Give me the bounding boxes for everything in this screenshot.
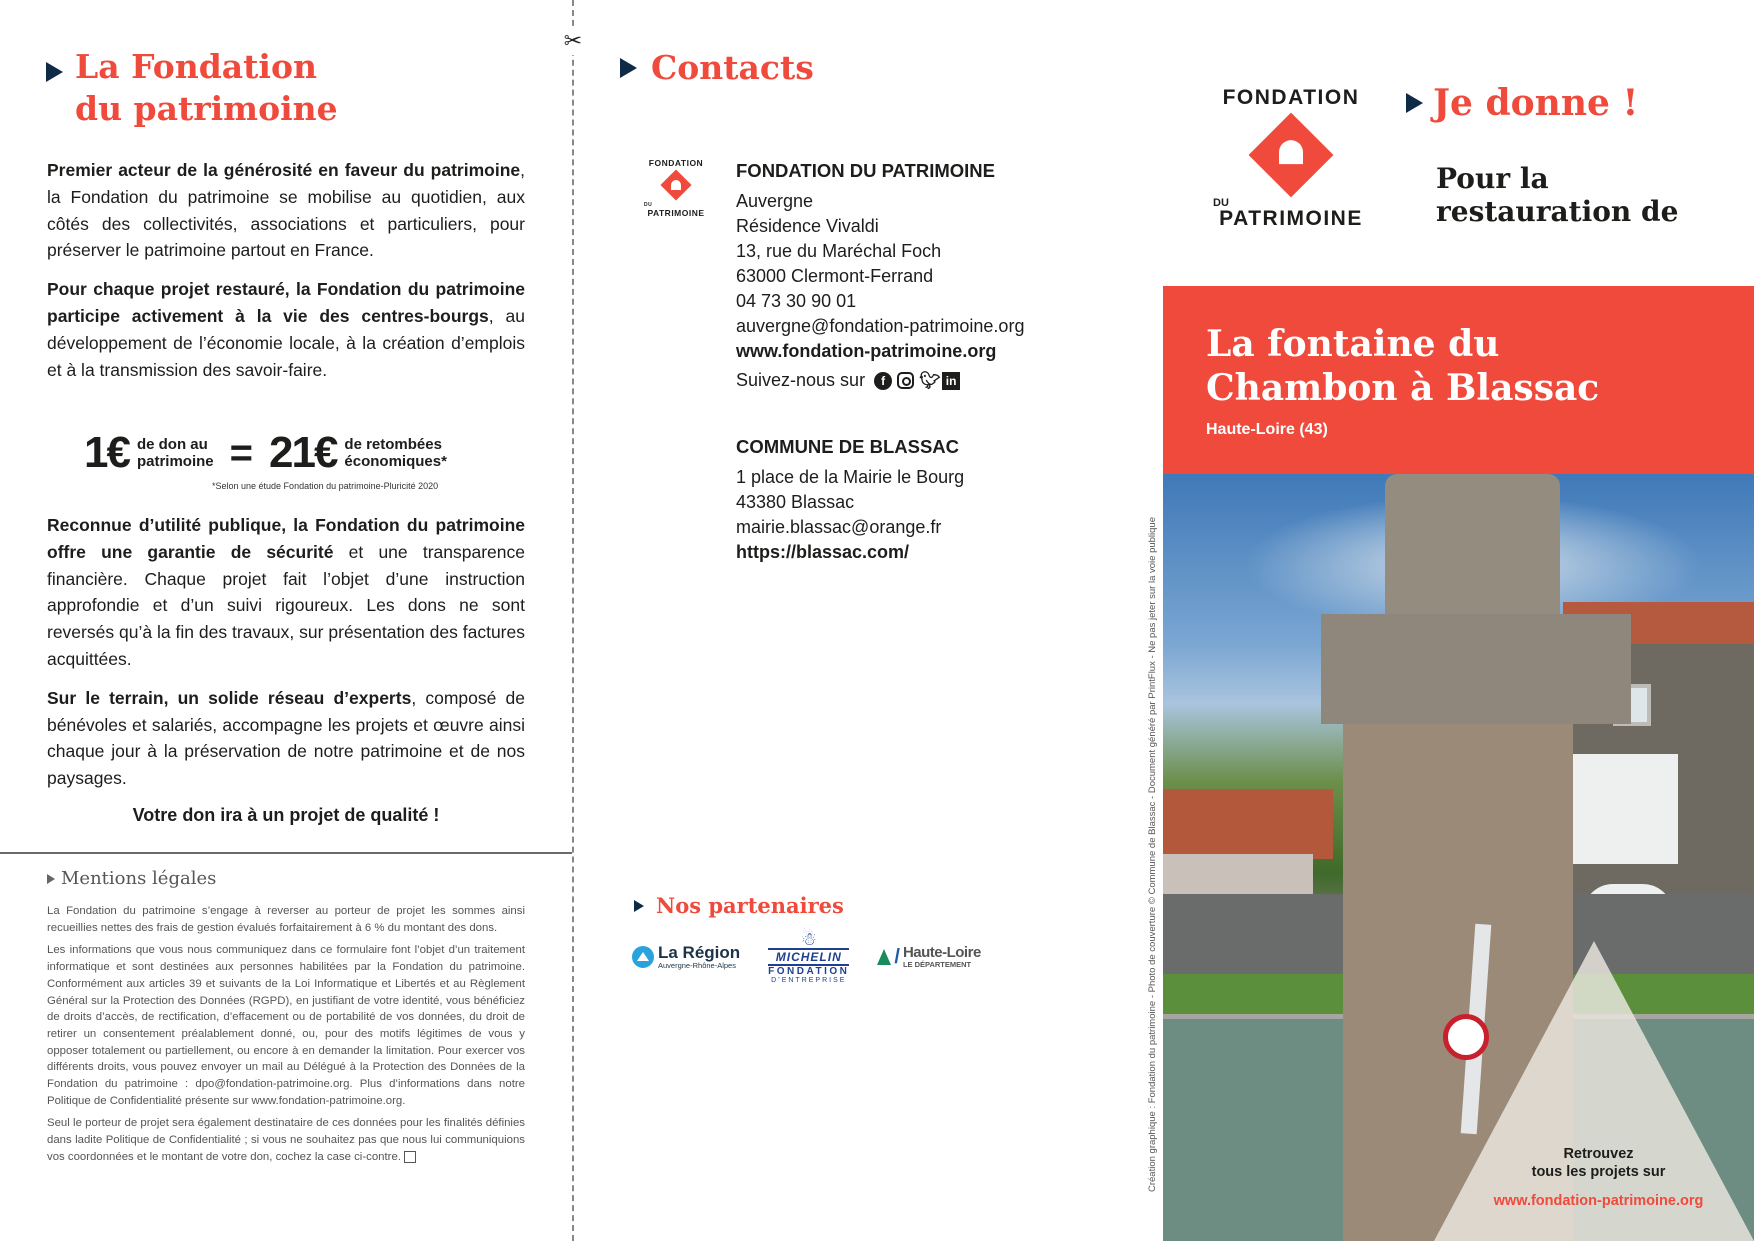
restoration-intro: [1436, 162, 1678, 228]
instagram-icon[interactable]: [897, 372, 914, 389]
contacts-title-text: Contacts: [651, 48, 814, 87]
quality-statement: Votre don ira à un projet de qualité !: [132, 805, 440, 825]
contact-website-link[interactable]: https://blassac.com/: [736, 542, 910, 562]
stat-left-value: 1€: [84, 428, 129, 477]
project-banner: [1163, 286, 1754, 474]
cta-website-link[interactable]: www.fondation-patrimoine.org: [1493, 1193, 1704, 1209]
partner-haute-loire-logo: [877, 943, 981, 969]
text: , au développement de l’économie locale, à la création d’emplois et à la transmission des savoir-faire.: [47, 305, 525, 380]
title-line: Chambon à Blassac: [1206, 367, 1600, 409]
panel-contacts: [574, 0, 1164, 1241]
partners-title-text: Nos partenaires: [656, 893, 844, 918]
project-location: Haute-Loire (43): [1206, 421, 1328, 438]
text: , la Fondation du patrimoine se mobilise au quotidien, aux côtés des collectivités, associations et particuliers, pour préserver le patrimoine partout en France.: [47, 160, 525, 261]
diamond-logo-icon: [1249, 113, 1334, 198]
donate-heading: [1406, 82, 1638, 124]
title-line: La fontaine du: [1206, 323, 1500, 365]
text: Seul le porteur de projet sera également destinataire de ces données pour les finalités définies dans ladite Politique de Confidentialité ; si vous ne souhaitez pas que nous lui communiquions vos coordonnées et le montant de votre don, cochez la case ci-contre.: [47, 1117, 525, 1163]
economic-impact-stat: [84, 428, 447, 478]
section-title-contacts: [620, 48, 814, 87]
twitter-icon[interactable]: 🐦︎: [919, 371, 941, 391]
cta-line: tous les projets sur: [1531, 1164, 1666, 1180]
contact-city: 43380 Blassac: [736, 492, 855, 512]
photo-pillar-top: [1385, 474, 1560, 614]
contact-email-link[interactable]: mairie.blassac@orange.fr: [736, 517, 942, 537]
triangle-bullet-icon: [47, 874, 55, 884]
diamond-logo-icon: [660, 169, 691, 200]
paragraph-utilite-publique: [47, 512, 525, 673]
michelin-bibendum-icon: ☃: [800, 929, 817, 949]
fondation-mini-logo: [644, 158, 708, 218]
partner-name: MICHELIN: [768, 948, 849, 966]
mentions-legales-text: [47, 903, 525, 1172]
stat-right-value: 21€: [269, 428, 337, 477]
project-title: [1206, 322, 1599, 410]
logo-text: DU: [644, 202, 653, 208]
intro-paragraphs: [47, 157, 525, 395]
cta-line: Retrouvez: [1563, 1146, 1634, 1162]
bold-text: Sur le terrain, un solide réseau d’experts: [47, 687, 412, 708]
partner-michelin-logo: [768, 930, 849, 984]
triangle-bullet-icon: [620, 58, 637, 78]
photo-roof: [1163, 789, 1333, 859]
contact-heading: FONDATION DU PATRIMOINE: [736, 160, 995, 181]
photo-pillar-cap: [1321, 614, 1631, 724]
mentions-paragraph: La Fondation du patrimoine s’engage à reverser au porteur de projet les sommes ainsi recueillies nettes des frais de gestion évalués forfaitairement à 6 % du montant des dons.: [47, 905, 525, 934]
bold-text: Pour chaque projet restauré, la Fondation du patrimoine participe activement à la vie des centres-bourgs: [47, 279, 525, 326]
slash-mark: /: [894, 945, 900, 968]
label-line: de retombées: [344, 436, 442, 453]
intro-line: Pour la: [1436, 162, 1549, 195]
section-title-fondation: [46, 46, 338, 130]
follow-label: Suivez-nous sur: [736, 370, 866, 390]
contact-address-line: 13, rue du Maréchal Foch: [736, 241, 942, 261]
facebook-icon[interactable]: f: [874, 372, 892, 390]
mountain-icon: [877, 949, 891, 965]
logo-text: PATRIMOINE: [1219, 207, 1363, 230]
stat-footnote: *Selon une étude Fondation du patrimoine-Pluricité 2020: [212, 481, 439, 491]
contact-address-line: 1 place de la Mairie le Bourg: [736, 467, 965, 487]
contact-address-line: Résidence Vivaldi: [736, 216, 879, 236]
paragraph-centres-bourgs: [47, 276, 525, 383]
contact-commune: [736, 434, 964, 565]
label-line: économiques*: [344, 453, 447, 470]
triangle-bullet-icon: [1406, 93, 1423, 113]
partner-logos: [632, 930, 981, 984]
mentions-legales-title: [47, 868, 216, 889]
mentions-paragraph: Les informations que vous nous communiquez dans ce formulaire font l’objet d’un traitement informatique et sont destinées aux personnes habilitées par la Fondation du patrimoine. Conformément aux articles 39 et suivants de la Loi Informatique et Libertés et au Règlement Général sur la Protection des Données (RGPD), en justifiant de votre identité, vous bénéficiez de droits d’accès, de rectification, d’effacement ou de portabilité de vos données, du droit de retirer un consentement préalablement donné, ou, pour des motifs légitimes de vous y opposer totalement ou partiellement, ou encore à en demander la limitation. Pour exercer vos différents droits, vous pouvez envoyer un mail au Délégué à la Protection des Données de la Fondation du patrimoine : dpo@fondation-patrimoine.org. Plus d’informations dans notre Politique de Confidentialité présente sur www.fondation-patrimoine.org.: [47, 944, 525, 1107]
contact-city: 63000 Clermont-Ferrand: [736, 266, 934, 286]
partner-sub: LE DÉPARTEMENT: [902, 959, 972, 969]
contact-phone[interactable]: 04 73 30 90 01: [736, 291, 857, 311]
title-line-1: La Fondation: [75, 47, 317, 86]
contact-fondation: [736, 158, 1024, 393]
partner-sub: Auvergne-Rhône-Alpes: [658, 961, 736, 970]
social-follow-row: [736, 368, 1024, 393]
stat-left-label: [137, 436, 214, 470]
logo-text: FONDATION: [1222, 86, 1360, 109]
scissors-icon: ✂: [561, 27, 585, 55]
donate-heading-text: Je donne !: [1433, 82, 1639, 124]
stat-right-label: [344, 436, 447, 470]
find-projects-cta: [1443, 1145, 1754, 1209]
logo-text: FONDATION: [648, 158, 704, 168]
partner-sub: D’ENTREPRISE: [771, 977, 847, 984]
guarantee-paragraphs: [47, 512, 525, 804]
logo-text: DU: [1213, 197, 1229, 209]
text: et une transparence financière. Chaque projet fait l’objet d’une instruction approfondie et d’un suivi rigoureux. Les dons ne sont reversés qu’à la fin des travaux, sur présentation des factures acquittées.: [47, 541, 525, 669]
contact-email-link[interactable]: auvergne@fondation-patrimoine.org: [736, 316, 1025, 336]
paragraph-premier-acteur: [47, 157, 525, 264]
bold-text: Premier acteur de la générosité en faveur du patrimoine: [47, 160, 521, 180]
partner-region-logo: [632, 944, 740, 970]
photo-door: [1568, 754, 1678, 864]
panel-about-fondation: [0, 0, 572, 1241]
region-mountain-icon: [632, 946, 654, 968]
paragraph-reseau-experts: [47, 685, 525, 792]
divider: [0, 852, 572, 854]
label-line: de don au: [136, 436, 208, 453]
section-title-partners: [634, 893, 844, 918]
panel-cover: [1163, 0, 1754, 1241]
stat-equals: =: [229, 430, 253, 475]
bold-text: Reconnue d’utilité publique, la Fondation du patrimoine offre une garantie de sécurité: [47, 515, 525, 562]
mentions-paragraph-optout: [47, 1115, 525, 1165]
intro-line: restauration de: [1436, 195, 1679, 228]
optout-checkbox[interactable]: [404, 1151, 416, 1163]
fountain-photo: [1163, 474, 1754, 1241]
mentions-title-text: Mentions légales: [61, 868, 217, 889]
partner-name: La Région: [658, 943, 741, 962]
triangle-bullet-icon: [46, 62, 63, 82]
linkedin-icon[interactable]: in: [942, 372, 960, 390]
contact-website-link[interactable]: www.fondation-patrimoine.org: [736, 341, 997, 361]
label-line: patrimoine: [136, 453, 214, 470]
partner-sub: FONDATION: [768, 966, 850, 977]
fondation-logo: [1211, 86, 1371, 231]
triangle-bullet-icon: [634, 900, 644, 912]
contact-heading: COMMUNE DE BLASSAC: [736, 436, 960, 457]
logo-text: PATRIMOINE: [647, 208, 705, 218]
text: , composé de bénévoles et salariés, accompagne les projets et œuvre ainsi chaque jour à la préservation de notre patrimoine et de nos paysages.: [47, 687, 525, 789]
title-line-2: du patrimoine: [75, 89, 338, 128]
partner-name: Haute-Loire: [902, 943, 981, 961]
vertical-credit-line: Création graphique : Fondation du patrimoine - Photo de couverture © Commune de Blassac - Document généré par PrintFlux - Ne pas jeter sur la voie publique: [1147, 517, 1158, 1192]
contact-region: Auvergne: [736, 191, 814, 211]
